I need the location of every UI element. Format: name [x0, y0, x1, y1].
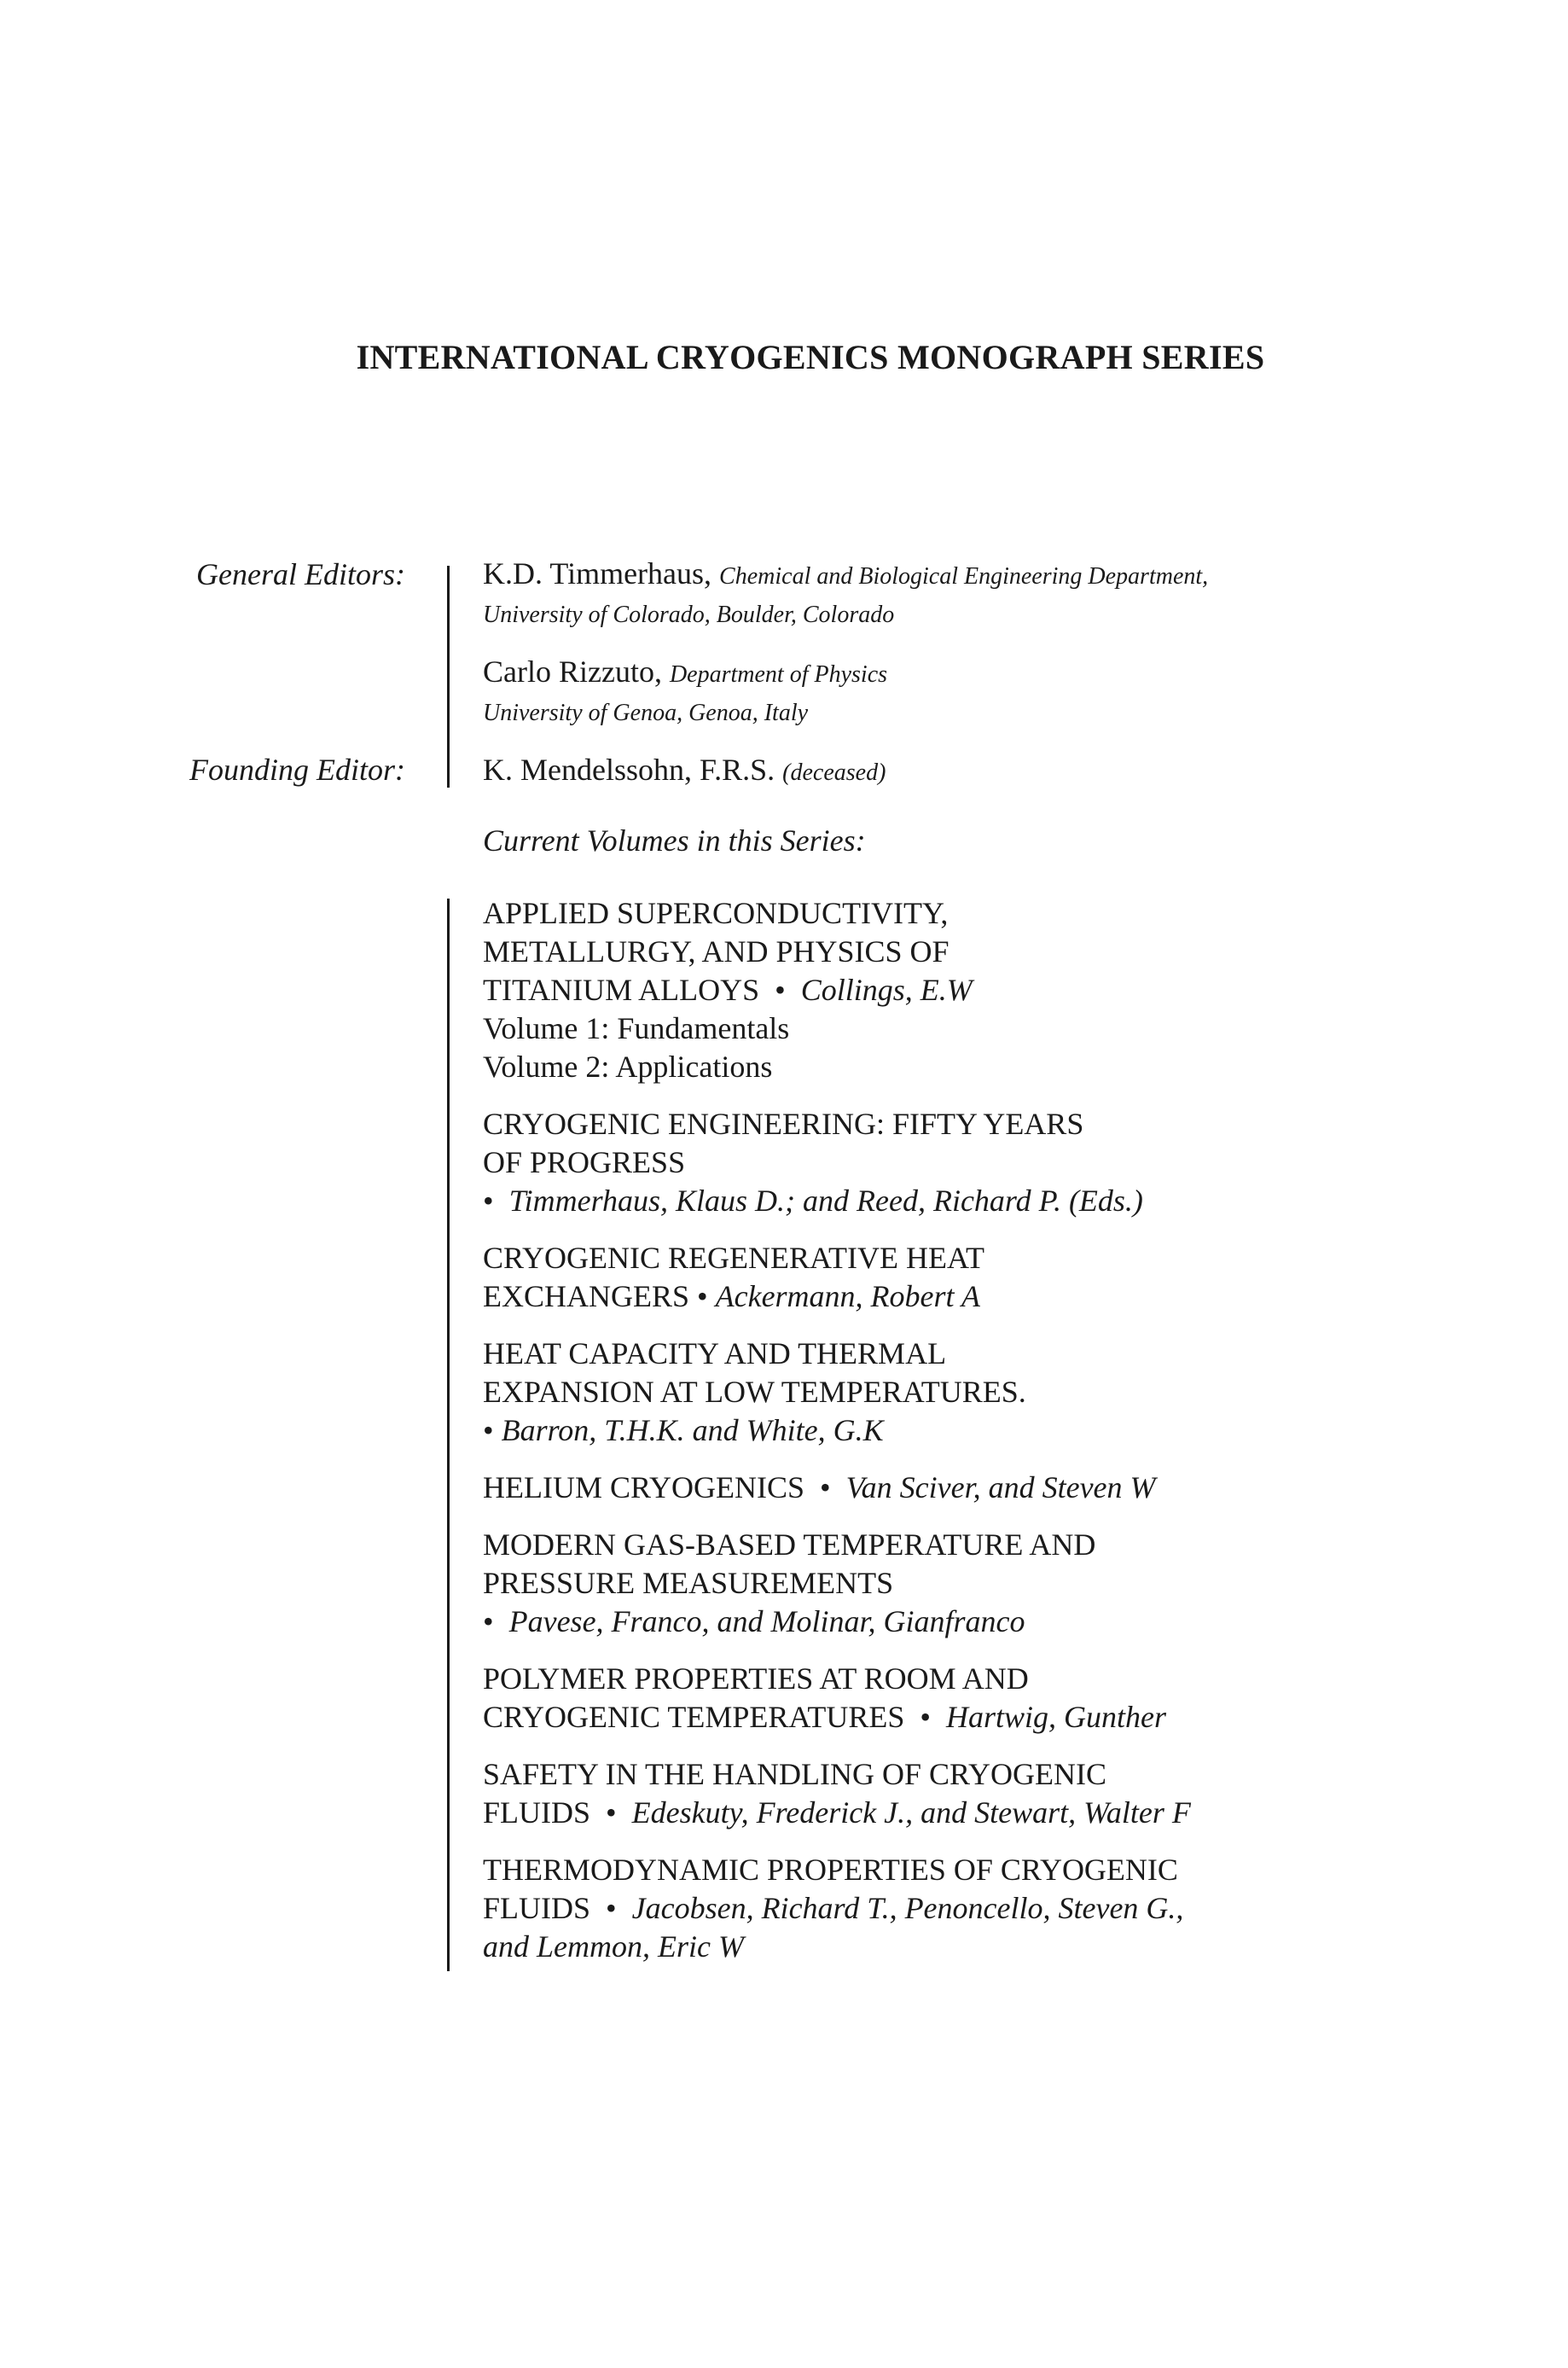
- volume-line: [483, 1335, 1541, 1373]
- volume-author: Barron, T.H.K. and White, G.K: [501, 1413, 884, 1447]
- volume-entry: [483, 1660, 1541, 1737]
- general-editors-label: General Editors:: [196, 557, 405, 591]
- editor-1: [483, 555, 1541, 634]
- volume-author: Hartwig, Gunther: [946, 1700, 1167, 1734]
- volume-line: [483, 1143, 1541, 1182]
- editor-1-name: K.D. Timmerhaus,: [483, 556, 712, 591]
- volume-entry: [483, 1469, 1541, 1507]
- volume-title-text: POLYMER PROPERTIES AT ROOM AND: [483, 1661, 1029, 1696]
- volume-author: Collings, E.W: [800, 973, 973, 1007]
- volume-title-text: Volume 2: Applications: [483, 1050, 773, 1084]
- series-title: INTERNATIONAL CRYOGENICS MONOGRAPH SERIES: [356, 338, 1265, 376]
- volume-title-text: METALLURGY, AND PHYSICS OF: [483, 934, 950, 969]
- volume-line: [483, 1928, 1541, 1966]
- volume-entry: [483, 894, 1541, 1086]
- volume-title-text: CRYOGENIC TEMPERATURES •: [483, 1700, 947, 1734]
- editor-1-affiliation-1: Chemical and Biological Engineering Department,: [719, 563, 1209, 590]
- volume-title-text: •: [483, 1413, 502, 1447]
- current-volumes-heading: Current Volumes in this Series:: [483, 823, 866, 858]
- volume-line: [483, 971, 1541, 1009]
- volume-title-text: HEAT CAPACITY AND THERMAL: [483, 1336, 947, 1370]
- volume-line: [483, 894, 1541, 933]
- volume-line: [483, 1411, 1541, 1450]
- volume-line: [483, 1048, 1541, 1086]
- volume-author: Timmerhaus, Klaus D.; and Reed, Richard P. (Eds.): [508, 1184, 1143, 1218]
- volume-line: [483, 933, 1541, 971]
- volume-title-text: THERMODYNAMIC PROPERTIES OF CRYOGENIC: [483, 1853, 1178, 1887]
- volume-entry: [483, 1851, 1541, 1966]
- editor-2-name: Carlo Rizzuto,: [483, 655, 662, 689]
- volume-line: [483, 1469, 1541, 1507]
- volume-title-text: EXCHANGERS •: [483, 1279, 716, 1313]
- volume-line: [483, 1526, 1541, 1564]
- volume-title-text: APPLIED SUPERCONDUCTIVITY,: [483, 896, 949, 930]
- volume-entry: [483, 1526, 1541, 1641]
- volume-title-text: Volume 1: Fundamentals: [483, 1011, 790, 1045]
- volume-line: [483, 1564, 1541, 1603]
- volume-title-text: CRYOGENIC REGENERATIVE HEAT: [483, 1241, 984, 1275]
- volume-line: [483, 1851, 1541, 1889]
- volume-title-text: PRESSURE MEASUREMENTS: [483, 1566, 894, 1600]
- volume-title-text: TITANIUM ALLOYS •: [483, 973, 801, 1007]
- editor-2: [483, 653, 1541, 732]
- volume-title-text: SAFETY IN THE HANDLING OF CRYOGENIC: [483, 1757, 1107, 1791]
- volume-line: [483, 1009, 1541, 1048]
- volume-line: [483, 1182, 1541, 1220]
- volume-entry: [483, 1239, 1541, 1316]
- volume-title-text: MODERN GAS-BASED TEMPERATURE AND: [483, 1527, 1096, 1562]
- volume-title-text: •: [483, 1604, 509, 1638]
- editor-1-affiliation-2: University of Colorado, Boulder, Colorado: [483, 602, 895, 628]
- founding-editor: [483, 751, 1541, 792]
- editor-2-affiliation-2: University of Genoa, Genoa, Italy: [483, 700, 809, 726]
- volume-line: [483, 1889, 1541, 1928]
- volume-author: Edeskuty, Frederick J., and Stewart, Walter F: [631, 1795, 1191, 1830]
- volume-author: Pavese, Franco, and Molinar, Gianfranco: [508, 1604, 1025, 1638]
- volume-title-text: OF PROGRESS: [483, 1145, 686, 1179]
- editors-rule: [447, 566, 450, 788]
- volume-author: and Lemmon, Eric W: [483, 1929, 744, 1964]
- volume-author: Ackermann, Robert A: [715, 1279, 980, 1313]
- volume-title-text: •: [483, 1184, 509, 1218]
- volume-list: [483, 894, 1541, 1985]
- volume-author: Van Sciver, and Steven W: [845, 1470, 1156, 1504]
- volume-author: Jacobsen, Richard T., Penoncello, Steven G.,: [631, 1891, 1184, 1925]
- editor-2-affiliation-1: Department of Physics: [669, 661, 888, 688]
- volume-title-text: CRYOGENIC ENGINEERING: FIFTY YEARS: [483, 1107, 1084, 1141]
- current-volumes-heading-wrap: [483, 822, 1541, 860]
- volume-line: [483, 1373, 1541, 1411]
- volumes-rule: [447, 899, 450, 1971]
- volume-entry: [483, 1335, 1541, 1450]
- volume-line: [483, 1277, 1541, 1316]
- volume-title-text: FLUIDS •: [483, 1795, 632, 1830]
- volume-line: [483, 1239, 1541, 1277]
- founding-editor-label: Founding Editor:: [189, 753, 405, 787]
- volume-line: [483, 1755, 1541, 1794]
- founding-editor-name: K. Mendelssohn, F.R.S.: [483, 753, 775, 787]
- volume-line: [483, 1105, 1541, 1143]
- volume-line: [483, 1603, 1541, 1641]
- volume-entry: [483, 1105, 1541, 1220]
- volume-title-text: EXPANSION AT LOW TEMPERATURES.: [483, 1375, 1026, 1409]
- volume-line: [483, 1660, 1541, 1698]
- volume-entry: [483, 1755, 1541, 1832]
- volume-line: [483, 1698, 1541, 1737]
- volume-title-text: HELIUM CRYOGENICS •: [483, 1470, 846, 1504]
- volume-title-text: FLUIDS •: [483, 1891, 632, 1925]
- volume-line: [483, 1794, 1541, 1832]
- founding-editor-note: (deceased): [782, 759, 886, 786]
